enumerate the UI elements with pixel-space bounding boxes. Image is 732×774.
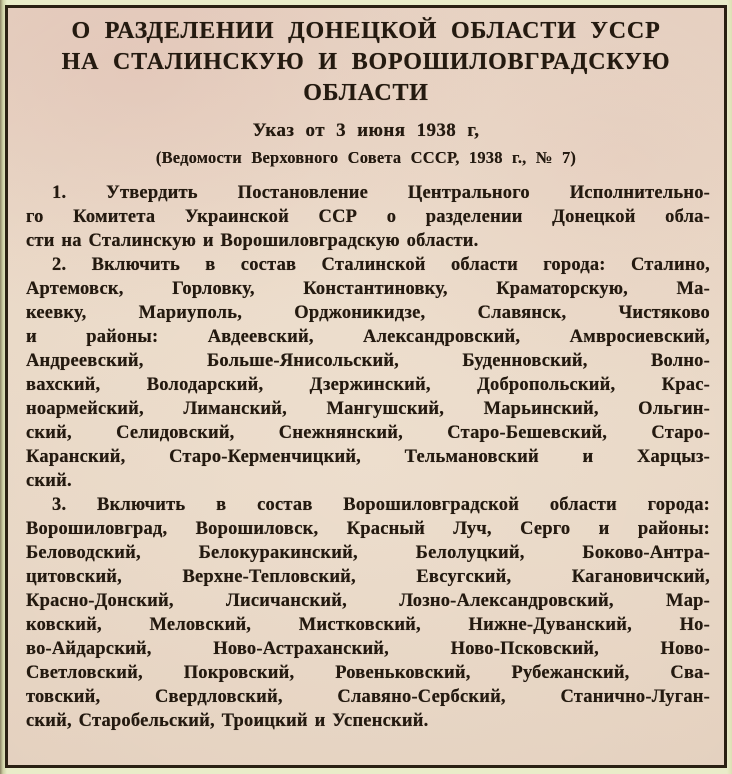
text-line: ский. xyxy=(26,471,72,491)
document-title xyxy=(38,16,694,109)
text-line: Красно-Донский, Лисичанский, Лозно-Александровский, Мар- xyxy=(26,591,710,611)
body-paragraph xyxy=(26,493,710,733)
title-line: О РАЗДЕЛЕНИИ ДОНЕЦКОЙ ОБЛАСТИ УССР xyxy=(71,18,661,44)
title-line: НА СТАЛИНСКУЮ И ВОРОШИЛОВГРАДСКУЮ xyxy=(61,49,671,75)
text-line: 2. Включить в состав Сталинской области города: Сталино, xyxy=(52,255,710,275)
text-line: Артемовск, Горловку, Константиновку, Краматорскую, Ма- xyxy=(26,279,710,299)
decree-date-line: Указ от 3 июня 1938 г, xyxy=(252,120,480,141)
source-reference: (Ведомости Верховного Совета СССР, 1938 г., № 7) xyxy=(155,148,577,167)
text-line: товский, Свердловский, Славяно-Сербский, Станично-Луган- xyxy=(26,687,710,707)
body-paragraph xyxy=(26,181,710,253)
text-line: Андреевский, Больше-Янисольский, Буденновский, Волно- xyxy=(26,351,710,371)
text-line: 3. Включить в состав Ворошиловградской области города: xyxy=(52,495,710,515)
text-line: вахский, Володарский, Дзержинский, Добропольский, Крас- xyxy=(26,375,710,395)
text-line: Беловодский, Белокуракинский, Белолуцкий, Боково-Антра- xyxy=(26,543,710,563)
title-line: ОБЛАСТИ xyxy=(303,80,429,106)
text-line: сти на Сталинскую и Ворошиловградскую области. xyxy=(26,231,479,251)
text-line: ковский, Меловский, Мистковский, Нижне-Дуванский, Но- xyxy=(26,615,710,635)
document-page xyxy=(5,5,727,768)
document-body xyxy=(26,181,710,733)
text-line: во-Айдарский, Ново-Астраханский, Ново-Псковский, Ново- xyxy=(26,639,710,659)
text-line: и районы: Авдеевский, Александровский, Амвросиевский, xyxy=(26,327,710,347)
text-line: цитовский, Верхне-Тепловский, Евсугский, Кагановичский, xyxy=(26,567,710,587)
text-line: Светловский, Покровский, Ровеньковский, Рубежанский, Сва- xyxy=(26,663,710,683)
text-line: Ворошиловград, Ворошиловск, Красный Луч, Серго и районы: xyxy=(26,519,710,539)
text-line: ноармейский, Лиманский, Мангушский, Марьинский, Ольгин- xyxy=(26,399,710,419)
text-line: кеевку, Мариуполь, Орджоникидзе, Славянск, Чистяково xyxy=(26,303,710,323)
text-line: ский, Селидовский, Снежнянский, Старо-Бешевский, Старо- xyxy=(26,423,710,443)
body-paragraph xyxy=(26,253,710,493)
text-line: 1. Утвердить Постановление Центрального Исполнительно- xyxy=(52,183,710,203)
text-line: го Комитета Украинской ССР о разделении Донецкой обла- xyxy=(26,207,710,227)
text-line: ский, Старобельский, Троицкий и Успенский. xyxy=(26,711,429,731)
text-line: Каранский, Старо-Керменчицкий, Тельмановский и Харцыз- xyxy=(26,447,710,467)
